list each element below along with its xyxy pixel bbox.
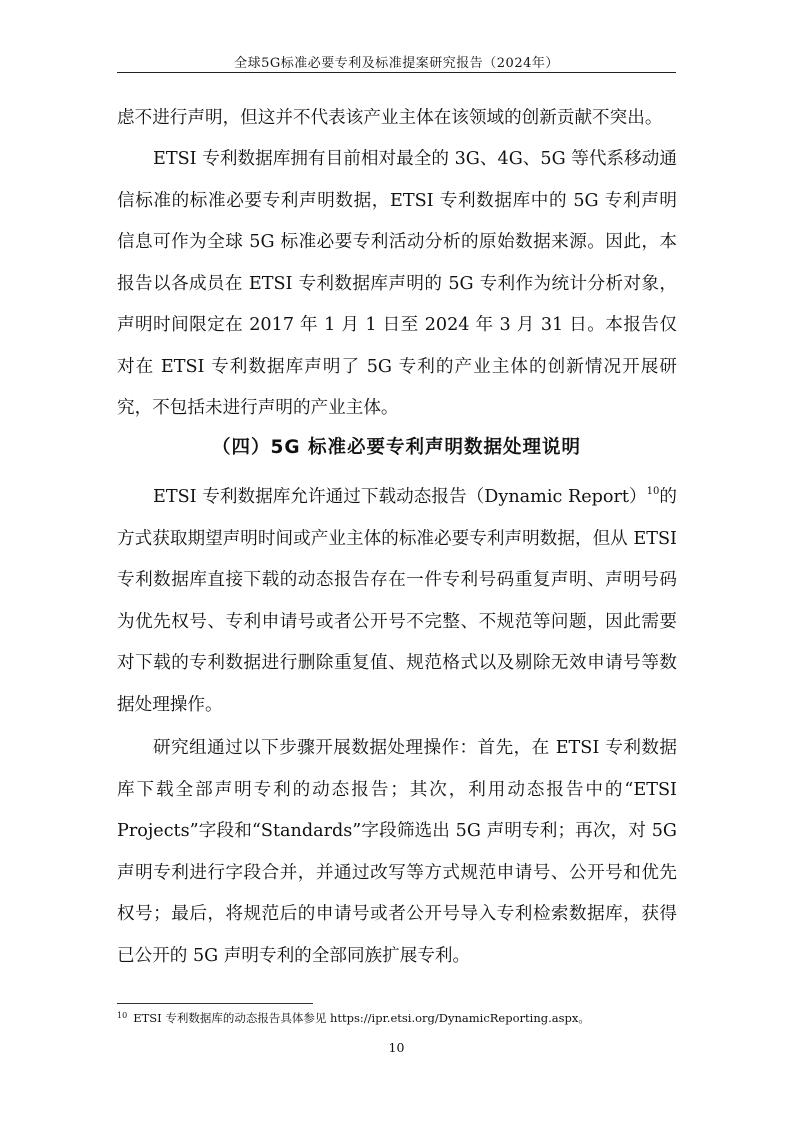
header-rule (117, 72, 676, 73)
paragraph-dynamic-report (117, 477, 677, 726)
section-heading: （四）5G 标准必要专利声明数据处理说明 (212, 437, 581, 458)
footnote-number: 10 (117, 1011, 128, 1020)
footnote-rule (117, 1003, 313, 1004)
footnote-text: ETSI 专利数据库的动态报告具体参见 https://ipr.etsi.org/DynamicReporting.aspx。 (133, 1011, 590, 1025)
paragraph-continuation: 虑不进行声明，但这并不代表该产业主体在该领域的创新贡献不突出。 (117, 108, 663, 128)
running-header: 全球5G标准必要专利及标准提案研究报告（2024年） (234, 56, 559, 71)
footnote-reference[interactable]: 10 (646, 486, 660, 497)
paragraph-dynamic-report-text-2: 的方式获取期望声明时间或产业主体的标准必要专利声明数据，但从 ETSI 专利数据库直接下载的动态报告存在一件专利号码重复声明、声明号码为优先权号、专利申请号或者公开号不完整、不规范等问题，因此需要对下载的专利数据进行删除重复值、规范格式以及剔除无效申请号等数据处理操作。 (117, 487, 677, 715)
paragraph-etsi-database: ETSI 专利数据库拥有目前相对最全的 3G、4G、5G 等代系移动通信标准的标准必要专利声明数据，ETSI 专利数据库中的 5G 专利声明信息可作为全球 5G 标准必要专利活动分析的原始数据来源。因此，本报告以各成员在 ETSI 专利数据库声明的 5G 专利作为统计分析对象，声明时间限定在 2017 年 1 月 1 日至 2024 年 3 月 31 日。本报告仅对在 ETSI 专利数据库声明了 5G 专利的产业主体的创新情况开展研究，不包括未进行声明的产业主体。 (117, 149, 677, 418)
paragraph-dynamic-report-text-1: ETSI 专利数据库允许通过下载动态报告（Dynamic Report） (153, 487, 647, 507)
paragraph-processing-steps: 研究组通过以下步骤开展数据处理操作：首先，在 ETSI 专利数据库下载全部声明专利的动态报告；其次，利用动态报告中的“ETSI Projects”字段和“Standards”字段筛选出 5G 声明专利；再次，对 5G 声明专利进行字段合并，并通过改写等方式规范申请号、公开号和优先权号；最后，将规范后的申请号或者公开号导入专利检索数据库，获得已公开的 5G 声明专利的全部同族扩展专利。 (117, 738, 677, 966)
page-number: 10 (388, 1040, 405, 1055)
footnote (117, 1010, 717, 1026)
